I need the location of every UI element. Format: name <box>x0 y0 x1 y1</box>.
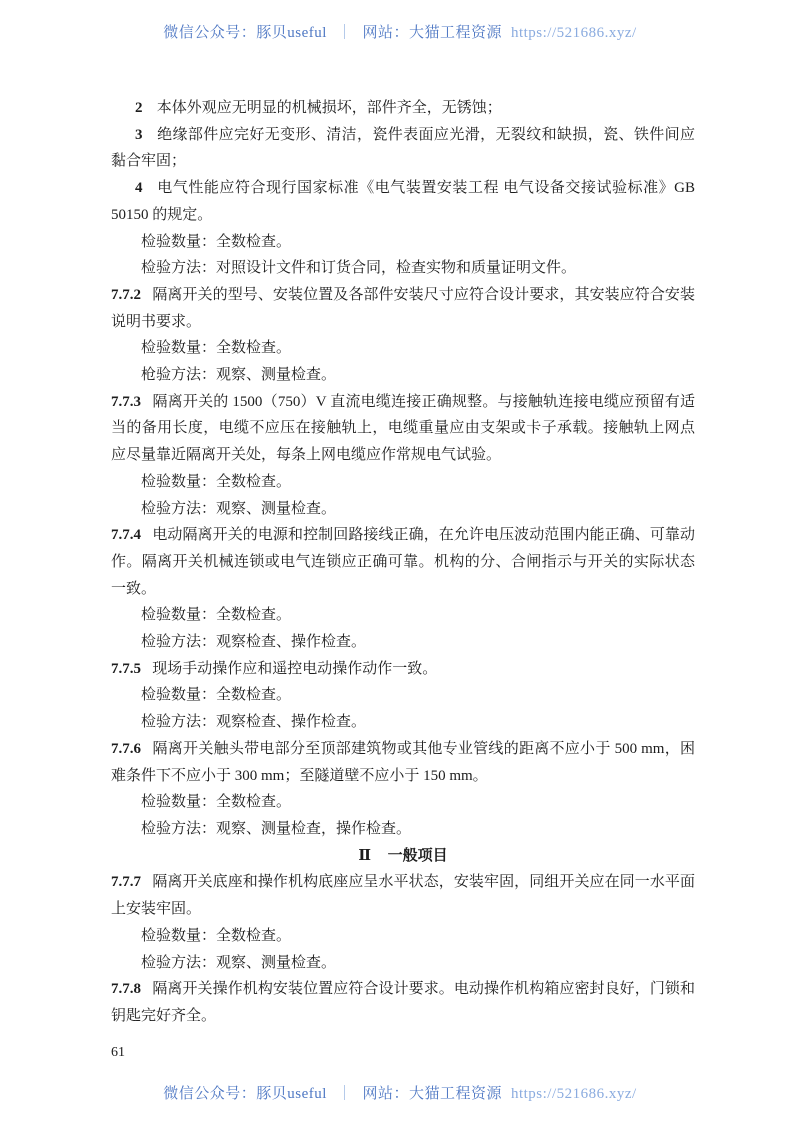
paragraph-number: 7.7.8 <box>111 981 141 998</box>
inspection-line <box>111 335 695 362</box>
paragraph-text: 检验数量：全数检查。 <box>141 340 292 357</box>
paragraph-number: 7.7.3 <box>111 393 141 410</box>
section-paragraph <box>111 736 695 789</box>
paragraph-text: 检验数量：全数检查。 <box>141 687 292 704</box>
inspection-line <box>111 950 695 977</box>
heading-numeral: Ⅱ <box>358 847 372 864</box>
paragraph-number: 4 <box>135 180 143 197</box>
general-items-heading <box>111 843 695 870</box>
section-paragraph <box>111 869 695 922</box>
section-paragraph <box>111 389 695 469</box>
inspection-line <box>111 682 695 709</box>
header-site-label: 网站：大猫工程资源 <box>362 25 502 41</box>
paragraph-text: 检验数量：全数检查。 <box>141 794 292 811</box>
inspection-line <box>111 816 695 843</box>
inspection-line <box>111 255 695 282</box>
header-separator: ｜ <box>336 25 353 41</box>
paragraph-text: 检验方法：观察检查、操作检查。 <box>141 634 367 651</box>
inspection-line <box>111 602 695 629</box>
inspection-line <box>111 789 695 816</box>
paragraph-text: 检验方法：观察、测量检查。 <box>141 500 337 517</box>
footer-separator: ｜ <box>336 1086 353 1102</box>
footer-promo <box>0 1082 800 1103</box>
section-paragraph <box>111 522 695 602</box>
section-paragraph <box>111 282 695 335</box>
paragraph-text: 检验数量：全数检查。 <box>141 473 292 490</box>
inspection-line <box>111 709 695 736</box>
header-promo <box>0 21 800 42</box>
inspection-line <box>111 469 695 496</box>
paragraph-text: 本体外观应无明显的机械损坏，部件齐全，无锈蚀； <box>156 100 502 116</box>
paragraph-text: 隔离开关操作机构安装位置应符合设计要求。电动操作机构箱应密封良好，门锁和钥匙完好齐全。 <box>111 981 695 1024</box>
paragraph-text: 隔离开关的型号、安装位置及各部件安装尺寸应符合设计要求，其安装应符合安装说明书要求。 <box>111 286 695 330</box>
paragraph-text: 检验方法：观察、测量检查，操作检查。 <box>141 820 412 837</box>
page-number: 61 <box>111 1045 125 1060</box>
footer-wechat-label: 微信公众号：豚贝useful <box>163 1086 327 1102</box>
footer-site-url[interactable]: https://521686.xyz/ <box>510 1086 637 1102</box>
paragraph-text: 绝缘部件应完好无变形、清洁，瓷件表面应光滑，无裂纹和缺损，瓷、铁件间应黏合牢固； <box>111 126 695 170</box>
header-site-url[interactable]: https://521686.xyz/ <box>510 25 637 41</box>
paragraph-text: 电动隔离开关的电源和控制回路接线正确，在允许电压波动范围内能正确、可靠动作。隔离开关机械连锁或电气连锁应正确可靠。机构的分、合闸指示与开关的实际状态一致。 <box>111 527 695 597</box>
list-item-paragraph <box>111 95 695 122</box>
paragraph-number: 2 <box>135 100 143 116</box>
paragraph-number: 7.7.4 <box>111 527 141 544</box>
list-item-paragraph <box>111 122 695 175</box>
inspection-line <box>111 229 695 256</box>
inspection-line <box>111 629 695 656</box>
inspection-line <box>111 496 695 523</box>
paragraph-number: 7.7.7 <box>111 874 141 891</box>
header-wechat-label: 微信公众号：豚贝useful <box>163 25 327 41</box>
paragraph-text: 枪验方法：观察、测量检查。 <box>141 367 337 384</box>
heading-text: 一般项目 <box>387 847 448 864</box>
inspection-line <box>111 362 695 389</box>
paragraph-text: 电气性能应符合现行国家标准《电气装置安装工程 电气设备交接试验标准》GB 50150 的规定。 <box>111 180 695 223</box>
paragraph-text: 隔离开关触头带电部分至顶部建筑物或其他专业管线的距离不应小于 500 mm，困难条件下不应小于 300 mm；至隧道壁不应小于 150 mm。 <box>111 740 695 784</box>
paragraph-text: 检验数量：全数检查。 <box>141 607 292 624</box>
inspection-line <box>111 923 695 950</box>
paragraph-text: 检验方法：观察、测量检查。 <box>141 954 337 971</box>
paragraph-text: 检验数量：全数检查。 <box>141 233 292 250</box>
footer-site-label: 网站：大猫工程资源 <box>362 1086 502 1102</box>
section-paragraph <box>111 976 695 1029</box>
paragraph-text: 隔离开关底座和操作机构底座应呈水平状态，安装牢固，同组开关应在同一水平面上安装牢固。 <box>111 874 695 918</box>
paragraph-text: 现场手动操作应和遥控电动操作动作一致。 <box>152 660 438 677</box>
list-item-paragraph <box>111 175 695 228</box>
document-body <box>111 95 695 1030</box>
section-paragraph <box>111 656 695 683</box>
paragraph-text: 检验方法：观察检查、操作检查。 <box>141 714 367 731</box>
paragraph-number: 7.7.6 <box>111 740 141 757</box>
paragraph-number: 7.7.2 <box>111 286 141 303</box>
paragraph-text: 隔离开关的 1500（750）V 直流电缆连接正确规整。与接触轨连接电缆应预留有适当的备用长度，电缆不应压在接触轨上，电缆重量应由支架或卡子承载。接触轨上网点应尽量靠近隔离开关处，每条上网电缆应作常规电气试验。 <box>111 393 695 464</box>
paragraph-number: 7.7.5 <box>111 660 141 677</box>
paragraph-text: 检验方法：对照设计文件和订货合同，检查实物和质量证明文件。 <box>141 260 577 277</box>
paragraph-number: 3 <box>135 126 143 143</box>
paragraph-text: 检验数量：全数检查。 <box>141 927 292 944</box>
